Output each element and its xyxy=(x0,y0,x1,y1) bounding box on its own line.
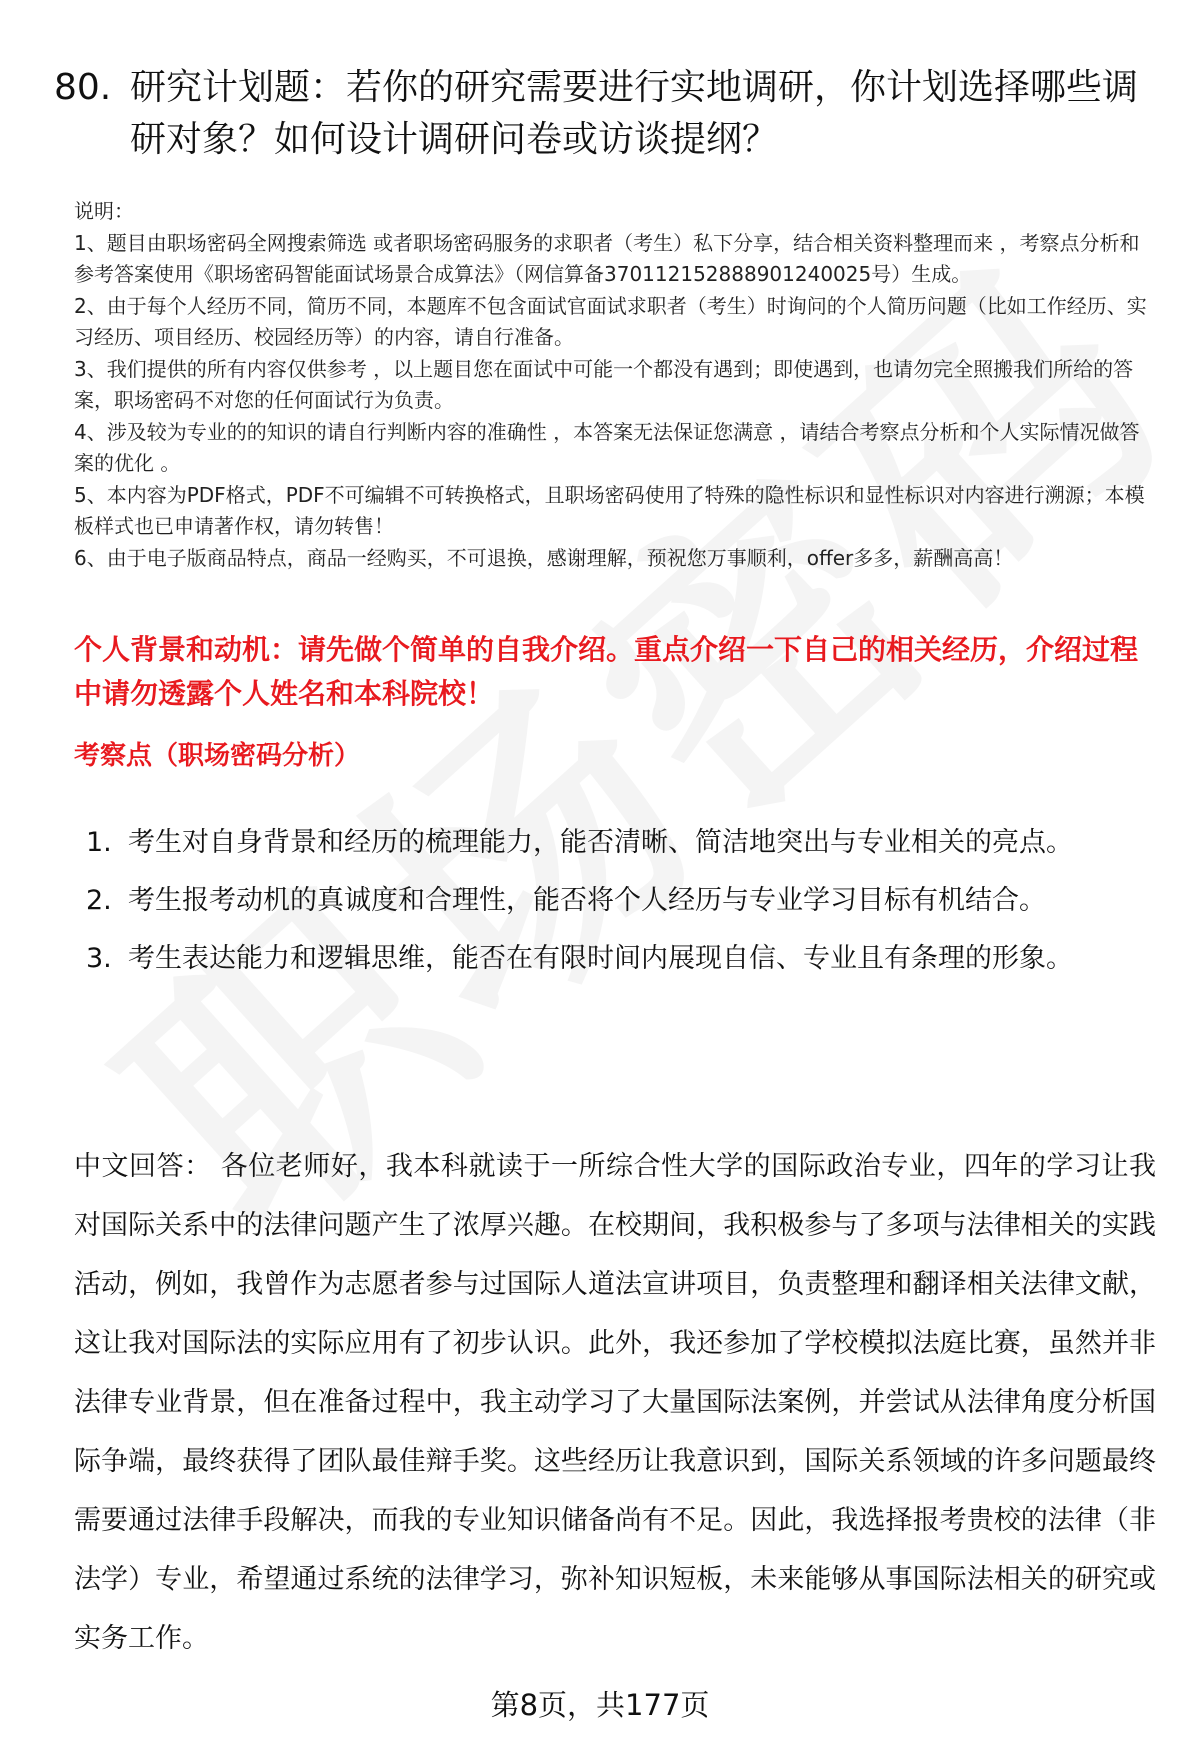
list-item xyxy=(86,814,1156,872)
list-item xyxy=(86,872,1156,930)
disclaimer-notes xyxy=(74,196,1154,574)
page-footer: 第8页，共177页 xyxy=(490,1688,710,1722)
analysis-points xyxy=(86,814,1156,988)
chinese-answer xyxy=(74,1137,1156,1668)
point-number: 3. xyxy=(86,943,112,974)
section-heading: 个人背景和动机：请先做个简单的自我介绍。重点介绍一下自己的相关经历，介绍过程中请勿透露个人姓名和本科院校！ xyxy=(74,633,1139,710)
question-text: 研究计划题：若你的研究需要进行实地调研，你计划选择哪些调研对象？如何设计调研问卷或访谈提纲？ xyxy=(130,67,1139,160)
point-text: 考生表达能力和逻辑思维，能否在有限时间内展现自信、专业且有条理的形象。 xyxy=(128,943,1073,974)
note-item: 1、题目由职场密码全网搜索筛选 或者职场密码服务的求职者（考生）私下分享，结合相关资料整理而来 ，考察点分析和参考答案使用《职场密码智能面试场景合成算法》（网信算备370112152888901240025号）生成。 xyxy=(74,230,1140,286)
list-item xyxy=(86,930,1156,988)
point-number: 1. xyxy=(86,827,112,858)
note-item: 5、本内容为PDF格式，PDF不可编辑不可转换格式，且职场密码使用了特殊的隐性标识和显性标识对内容进行溯源；本模板样式也已申请著作权，请勿转售！ xyxy=(74,482,1145,538)
notes-heading: 说明： xyxy=(74,199,134,223)
point-number: 2. xyxy=(86,885,112,916)
question-number: 80. xyxy=(54,67,112,108)
answer-text: 各位老师好，我本科就读于一所综合性大学的国际政治专业，四年的学习让我对国际关系中的法律问题产生了浓厚兴趣。在校期间，我积极参与了多项与法律相关的实践活动，例如，我曾作为志愿者参与过国际人道法宣讲项目，负责整理和翻译相关法律文献，这让我对国际法的实际应用有了初步认识。此外，我还参加了学校模拟法庭比赛，虽然并非法律专业背景，但在准备过程中，我主动学习了大量国际法案例，并尝试从法律角度分析国际争端，最终获得了团队最佳辩手奖。这些经历让我意识到，国际关系领域的许多问题最终需要通过法律手段解决，而我的专业知识储备尚有不足。因此，我选择报考贵校的法律（非法学）专业，希望通过系统的法律学习，弥补知识短板，未来能够从事国际法相关的研究或实务工作。 xyxy=(74,1151,1156,1654)
point-text: 考生对自身背景和经历的梳理能力，能否清晰、简洁地突出与专业相关的亮点。 xyxy=(128,827,1073,858)
analysis-subheading: 考察点（职场密码分析） xyxy=(74,741,361,771)
note-item: 2、由于每个人经历不同，简历不同，本题库不包含面试官面试求职者（考生）时询问的个人简历问题（比如工作经历、实习经历、项目经历、校园经历等）的内容，请自行准备。 xyxy=(74,293,1147,349)
question-title xyxy=(54,62,1154,166)
note-item: 3、我们提供的所有内容仅供参考 ，以上题目您在面试中可能一个都没有遇到；即使遇到，也请勿完全照搬我们所给的答案，职场密码不对您的任何面试行为负责。 xyxy=(74,356,1134,412)
answer-label: 中文回答： xyxy=(74,1151,212,1182)
note-item: 6、由于电子版商品特点，商品一经购买，不可退换，感谢理解，预祝您万事顺利，offer多多，薪酬高高！ xyxy=(74,545,1014,570)
point-text: 考生报考动机的真诚度和合理性，能否将个人经历与专业学习目标有机结合。 xyxy=(128,885,1046,916)
note-item: 4、涉及较为专业的的知识的请自行判断内容的准确性 ，本答案无法保证您满意 ，请结合考察点分析和个人实际情况做答案的优化 。 xyxy=(74,419,1140,475)
